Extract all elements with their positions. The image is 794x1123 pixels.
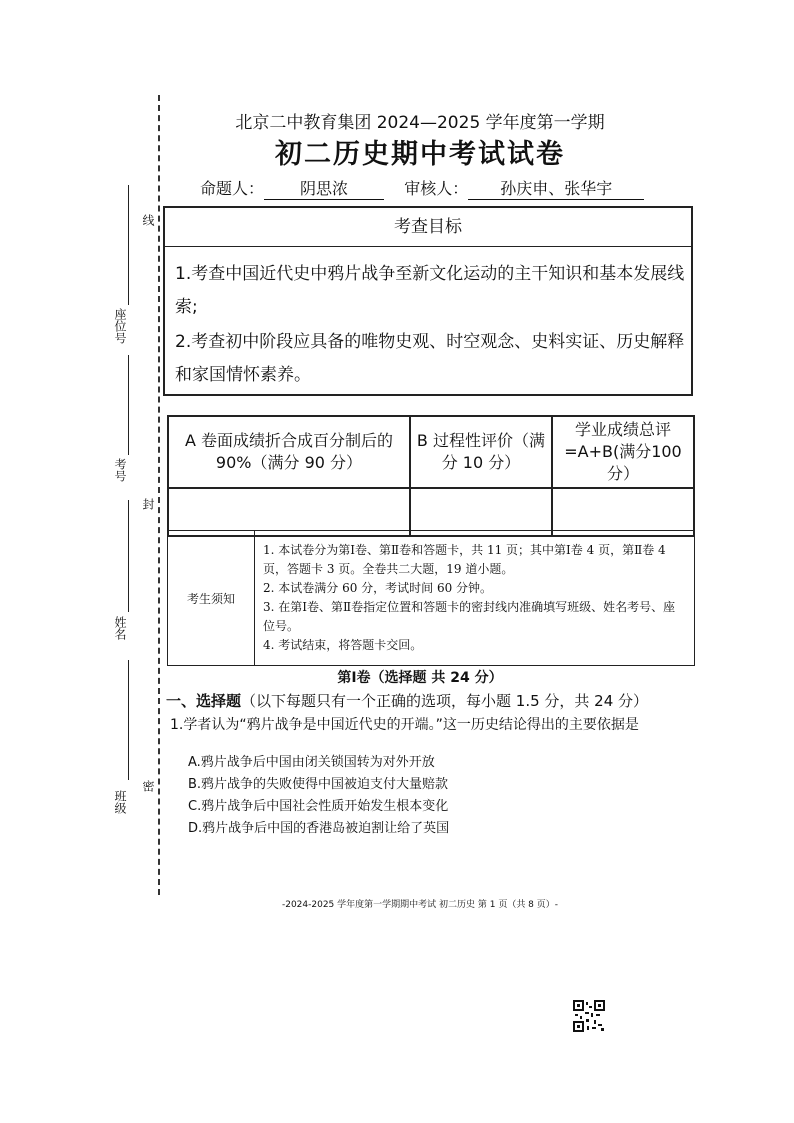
name-label: 姓名 [113,616,127,640]
score-cell-a[interactable] [168,488,410,536]
goals-box [163,206,693,396]
page-title: 初二历史期中考试试卷 [275,139,565,170]
option-c: C.鸦片战争后中国社会性质开始发生根本变化 [188,799,449,814]
score-cell-b[interactable] [410,488,552,536]
goal-item-1: 1.考查中国近代史中鸦片战争至新文化运动的主干知识和基本发展线索; [175,264,685,317]
author-name: 阴思浓 [264,176,384,200]
score-table [167,415,695,537]
line-mark: 线 [141,214,155,226]
goals-title: 考查目标 [165,208,691,247]
exam-number-field [128,355,129,455]
section-title: 第Ⅰ卷（选择题 共 24 分） [337,670,503,686]
part-label: 一、选择题 [166,692,242,710]
school-term: 北京二中教育集团 2024—2025 学年度第一学期 [235,113,605,133]
notice-list [255,531,695,666]
part-description: （以下每题只有一个正确的选项，每小题 1.5 分，共 24 分） [241,692,649,710]
notice-item: 3. 在第Ⅰ卷、第Ⅱ卷指定位置和答题卡的密封线内准确填写班级、姓名考号、座位号。 [263,600,676,633]
option-a: A.鸦片战争后中国由闭关锁国转为对外开放 [188,755,435,770]
score-header-a: A 卷面成绩折合成百分制后的 90%（满分 90 分） [168,416,410,488]
notice-item: 1. 本试卷分为第Ⅰ卷、第Ⅱ卷和答题卡，共 11 页；其中第Ⅰ卷 4 页，第Ⅱ卷 4 页，答题卡 3 页。全卷共二大题，19 道小题。 [263,543,666,576]
notice-item: 4. 考试结束，将答题卡交回。 [263,638,423,652]
notice-item: 2. 本试卷满分 60 分，考试时间 60 分钟。 [263,581,493,595]
author-label: 命题人： [200,179,265,198]
qr-code-icon [573,1000,605,1032]
notice-table [167,530,695,666]
question-1-stem: 1.学者认为“鸦片战争是中国近代史的开端。”这一历史结论得出的主要依据是 [170,717,639,733]
notice-heading: 考生须知 [168,531,255,666]
part-heading [166,690,648,711]
exam-number-label: 考号 [113,458,127,482]
reviewer-names: 孙庆申、张华宇 [468,176,644,200]
binding-dashed-line [158,95,160,895]
option-b: B.鸦片战争的失败使得中国被迫支付大量赔款 [188,777,449,792]
name-field [128,500,129,612]
score-header-b: B 过程性评价（满分 10 分） [410,416,552,488]
author-row [200,176,644,200]
score-header-total: 学业成绩总评=A+B(满分100 分） [552,416,694,488]
class-label: 班级 [113,790,127,814]
option-d: D.鸦片战争后中国的香港岛被迫割让给了英国 [188,821,450,836]
seat-number-label: 座位号 [113,308,127,344]
goal-item-2: 2.考查初中阶段应具备的唯物史观、时空观念、史料实证、历史解释和家国情怀素养。 [175,332,685,385]
question-1-options [188,752,449,840]
class-field [128,660,129,780]
page-footer: -2024-2025 学年度第一学期期中考试 初二历史 第 1 页（共 8 页）- [281,900,559,910]
binding-mark: 密 [141,780,155,792]
seal-mark: 封 [141,498,155,510]
seat-number-field [128,185,129,305]
score-cell-total[interactable] [552,488,694,536]
reviewer-label: 审核人： [404,179,469,198]
